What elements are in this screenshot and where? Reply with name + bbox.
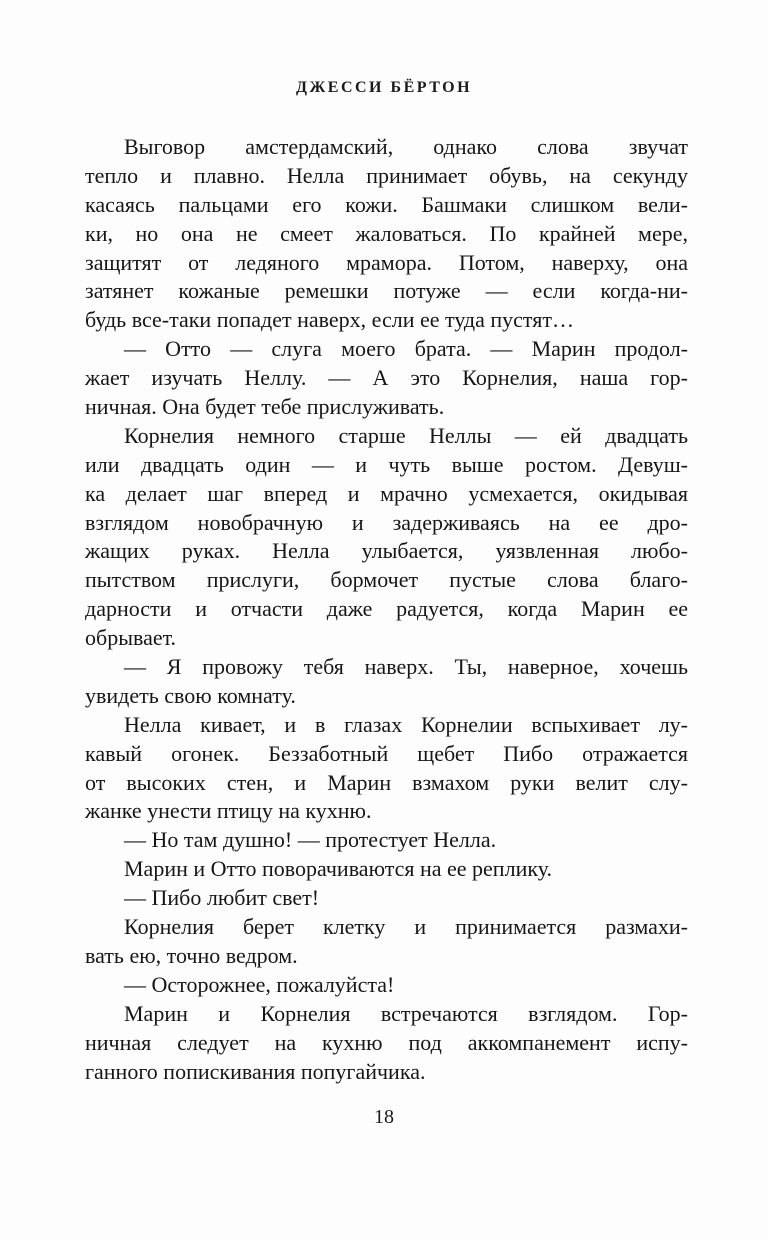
text-line: ка делает шаг вперед и мрачно усмехается, окидывая xyxy=(85,480,688,506)
text-line: жащих руках. Нелла улыбается, уязвленная любо- xyxy=(85,538,688,564)
paragraph xyxy=(85,1000,688,1087)
paragraph xyxy=(85,884,688,913)
text-line: ничная следует на кухню под аккомпанемент испу- xyxy=(85,1029,688,1055)
running-header: ДЖЕССИ БЁРТОН xyxy=(295,79,473,96)
paragraph xyxy=(85,913,688,971)
text-line: ки, но она не смеет жаловаться. По крайней мере, xyxy=(85,220,688,246)
paragraph xyxy=(85,855,688,884)
text-line: будь все-таки попадет наверх, если ее туда пустят… xyxy=(85,307,574,333)
paragraph xyxy=(85,826,688,855)
body-text xyxy=(85,133,688,1086)
text-line: Нелла кивает, и в глазах Корнелии вспыхивает лу- xyxy=(124,711,688,737)
text-line: Марин и Отто поворачиваются на ее реплику. xyxy=(124,856,553,882)
paragraph xyxy=(85,335,688,422)
text-line: жает изучать Неллу. — А это Корнелия, наша гор- xyxy=(85,365,688,391)
text-line: Марин и Корнелия встречаются взглядом. Гор- xyxy=(124,1000,688,1026)
text-line: кавый огонек. Беззаботный щебет Пибо отражается xyxy=(85,740,688,766)
text-line: взглядом новобрачную и задерживаясь на ее дро- xyxy=(85,509,688,535)
text-line: или двадцать один — и чуть выше ростом. Девуш- xyxy=(85,451,688,477)
paragraph xyxy=(85,971,688,1000)
text-line: защитят от ледяного мрамора. Потом, наверху, она xyxy=(85,249,688,275)
text-line: ганного попискивания попугайчика. xyxy=(85,1058,426,1084)
text-line: — Но там душно! — протестует Нелла. xyxy=(124,827,497,853)
text-line: ничная. Она будет тебе прислуживать. xyxy=(85,394,445,420)
text-line: Выговор амстердамский, однако слова звучат xyxy=(124,134,688,159)
text-line: увидеть свою комнату. xyxy=(85,682,296,708)
text-line: жанке унести птицу на кухню. xyxy=(85,798,372,824)
text-line: пытством прислуги, бормочет пустые слова благо- xyxy=(85,567,688,593)
text-line: касаясь пальцами его кожи. Башмаки слишком вели- xyxy=(85,191,688,217)
page-number: 18 xyxy=(374,1106,394,1128)
text-line: вать ею, точно ведром. xyxy=(85,942,298,968)
text-line: затянет кожаные ремешки потуже — если когда-ни- xyxy=(85,278,688,304)
text-line: — Осторожнее, пожалуйста! xyxy=(124,971,395,997)
text-line: обрывает. xyxy=(85,625,177,651)
paragraph xyxy=(85,422,688,653)
text-line: тепло и плавно. Нелла принимает обувь, на секунду xyxy=(85,162,688,188)
text-line: Корнелия берет клетку и принимается размахи- xyxy=(124,914,688,940)
paragraph xyxy=(85,133,688,335)
paragraph xyxy=(85,711,688,827)
text-line: дарности и отчасти даже радуется, когда Марин ее xyxy=(85,596,688,622)
text-line: — Отто — слуга моего брата. — Марин продол- xyxy=(124,336,688,362)
paragraph xyxy=(85,653,688,711)
text-line: — Я провожу тебя наверх. Ты, наверное, хочешь xyxy=(124,654,688,680)
text-line: — Пибо любит свет! xyxy=(124,885,320,911)
text-line: от высоких стен, и Марин взмахом руки велит слу- xyxy=(85,769,688,795)
text-line: Корнелия немного старше Неллы — ей двадцать xyxy=(124,422,688,448)
